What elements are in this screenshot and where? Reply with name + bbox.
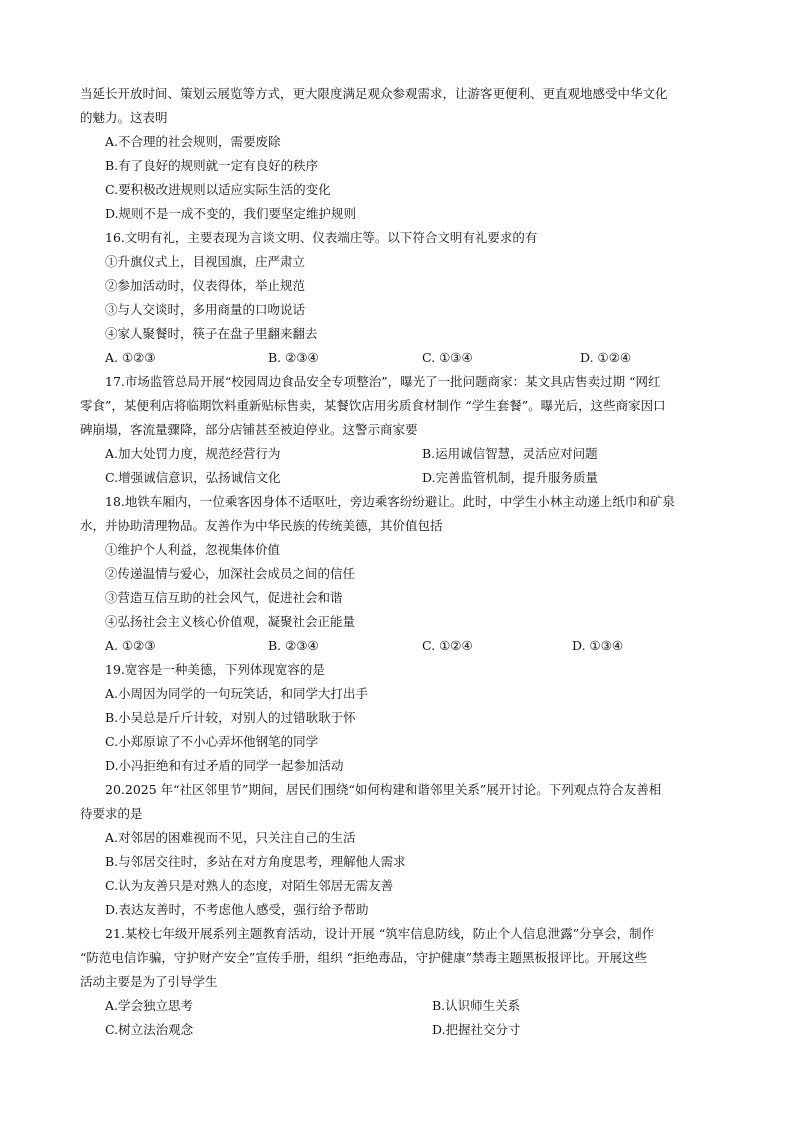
q16-option-a: A. ①②③: [105, 350, 156, 365]
q21-option-a: A.学会独立思考: [105, 998, 194, 1013]
q18-stem-line-2: [0, 516, 793, 536]
q18-options-row: [0, 636, 793, 656]
q17-stem-line-3: [0, 420, 793, 440]
q20-option-d-text: D.表达友善时，不考虑他人感受，强行给予帮助: [105, 902, 369, 917]
q16-option-b: B. ②③④: [268, 350, 319, 365]
q21-options-row-1: [0, 996, 793, 1016]
q21-option-c: C.树立法治观念: [105, 1022, 194, 1037]
q15-option-d-text: D.规则不是一成不变的，我们要坚定维护规则: [105, 206, 357, 221]
q17-option-b: B.运用诚信智慧，灵活应对问题: [422, 446, 598, 461]
q18-option-b: B. ②③④: [268, 638, 319, 653]
q16-item-2: [0, 276, 793, 296]
q17-stem-text-3: 碑崩塌，客流量骤降，部分店铺甚至被迫停业。这警示商家要: [80, 422, 418, 437]
q16-item-3: [0, 300, 793, 320]
q15-stem-line-2: [0, 108, 793, 128]
q18-item-4: [0, 612, 793, 632]
q18-stem-text-2: 水，并协助清理物品。友善作为中华民族的传统美德，其价值包括: [80, 518, 443, 533]
q15-option-b: [0, 156, 793, 176]
q16-option-c: C. ①③④: [422, 350, 473, 365]
q20-option-a-text: A.对邻居的困难视而不见，只关注自己的生活: [105, 830, 356, 845]
q20-option-c-text: C.认为友善只是对熟人的态度，对陌生邻居无需友善: [105, 878, 394, 893]
q20-option-b-text: B.与邻居交往时，多站在对方角度思考，理解他人需求: [105, 854, 406, 869]
q21-stem-line-3: [0, 972, 793, 992]
q17-option-d: D.完善监管机制，提升服务质量: [422, 470, 599, 485]
q16-item-2-text: ②参加活动时，仪表得体，举止规范: [105, 278, 306, 293]
q19-option-b-text: B.小吴总是斤斤计较，对别人的过错耿耿于怀: [105, 710, 356, 725]
q20-stem-line-2: [0, 804, 793, 824]
q15-stem-text-1: 当延长开放时间、策划云展览等方式，更大限度满足观众参观需求，让游客更便利、更直观地感受中华文化: [80, 86, 668, 101]
q21-option-b: B.认识师生关系: [432, 998, 521, 1013]
q18-option-c: C. ①②④: [422, 638, 473, 653]
q15-option-c: [0, 180, 793, 200]
q17-stem-text-1: 17.市场监管总局开展“校园周边食品安全专项整治”，曝光了一批问题商家：某文具店售卖过期 “网红: [105, 374, 661, 389]
q18-item-2-text: ②传递温情与爱心，加深社会成员之间的信任: [105, 566, 356, 581]
q21-stem-text-1: 21.某校七年级开展系列主题教育活动，设计开展 “筑牢信息防线，防止个人信息泄露”分享会，制作: [105, 926, 655, 941]
q16-item-3-text: ③与人交谈时，多用商量的口吻说话: [105, 302, 306, 317]
q21-stem-line-2: [0, 948, 793, 968]
q21-stem-text-2: “防范电信诈骗，守护财产安全”宣传手册，组织 “拒绝毒品，守护健康”禁毒主题黑板报评比。开展这些: [80, 950, 648, 965]
q19-option-b: [0, 708, 793, 728]
q19-option-a: [0, 684, 793, 704]
q18-option-d: D. ①③④: [572, 638, 624, 653]
q20-option-c: [0, 876, 793, 896]
q21-options-row-2: [0, 1020, 793, 1040]
q19-stem: [0, 660, 793, 680]
q15-option-a-text: A.不合理的社会规则，需要废除: [105, 134, 281, 149]
q18-item-1: [0, 540, 793, 560]
q17-options-row-2: [0, 468, 793, 488]
q16-stem: [0, 228, 793, 248]
q20-stem-text-1: 20.2025 年“社区邻里节”期间，居民们围绕“如何构建和谐邻里关系”展开讨论。下列观点符合友善相: [105, 782, 662, 797]
q15-option-d: [0, 204, 793, 224]
q19-option-d-text: D.小冯拒绝和有过矛盾的同学一起参加活动: [105, 758, 344, 773]
q20-stem-text-2: 待要求的是: [80, 806, 143, 821]
q17-option-c: C.增强诚信意识，弘扬诚信文化: [105, 470, 281, 485]
q15-option-b-text: B.有了良好的规则就一定有良好的秩序: [105, 158, 319, 173]
q16-stem-text: 16.文明有礼，主要表现为言谈文明、仪表端庄等。以下符合文明有礼要求的有: [105, 230, 538, 245]
q18-stem-text-1: 18.地铁车厢内，一位乘客因身体不适呕吐，旁边乘客纷纷避让。此时，中学生小林主动递上纸巾和矿泉: [105, 494, 675, 509]
q16-options-row: [0, 348, 793, 368]
q18-item-3-text: ③营造互信互助的社会风气，促进社会和谐: [105, 590, 343, 605]
q19-option-c-text: C.小郑原谅了不小心弄坏他钢笔的同学: [105, 734, 319, 749]
q18-item-4-text: ④弘扬社会主义核心价值观，凝聚社会正能量: [105, 614, 356, 629]
q19-option-c: [0, 732, 793, 752]
q16-option-d: D. ①②④: [580, 350, 632, 365]
q19-stem-text: 19.宽容是一种美德，下列体现宽容的是: [105, 662, 325, 677]
q17-option-a: A.加大处罚力度，规范经营行为: [105, 446, 281, 461]
q17-stem-line-2: [0, 396, 793, 416]
q18-stem-line-1: [0, 492, 793, 512]
q20-option-b: [0, 852, 793, 872]
q17-options-row-1: [0, 444, 793, 464]
q21-option-d: D.把握社交分寸: [432, 1022, 521, 1037]
q18-option-a: A. ①②③: [105, 638, 156, 653]
q20-stem-line-1: [0, 780, 793, 800]
q21-stem-line-1: [0, 924, 793, 944]
q18-item-2: [0, 564, 793, 584]
q20-option-d: [0, 900, 793, 920]
q17-stem-line-1: [0, 372, 793, 392]
q19-option-a-text: A.小周因为同学的一句玩笑话，和同学大打出手: [105, 686, 369, 701]
q16-item-1: [0, 252, 793, 272]
q17-stem-text-2: 零食”，某便利店将临期饮料重新贴标售卖，某餐饮店用劣质食材制作 “学生套餐”。曝光后，这些商家因口: [80, 398, 666, 413]
q16-item-4-text: ④家人聚餐时，筷子在盘子里翻来翻去: [105, 326, 318, 341]
q19-option-d: [0, 756, 793, 776]
q16-item-4: [0, 324, 793, 344]
q15-stem-line-1: [0, 84, 793, 104]
q16-item-1-text: ①升旗仪式上，目视国旗，庄严肃立: [105, 254, 306, 269]
q18-item-1-text: ①维护个人利益，忽视集体价值: [105, 542, 281, 557]
q20-option-a: [0, 828, 793, 848]
q21-stem-text-3: 活动主要是为了引导学生: [80, 974, 218, 989]
q18-item-3: [0, 588, 793, 608]
q15-option-c-text: C.要积极改进规则以适应实际生活的变化: [105, 182, 331, 197]
q15-option-a: [0, 132, 793, 152]
q15-stem-text-2: 的魅力。这表明: [80, 110, 168, 125]
